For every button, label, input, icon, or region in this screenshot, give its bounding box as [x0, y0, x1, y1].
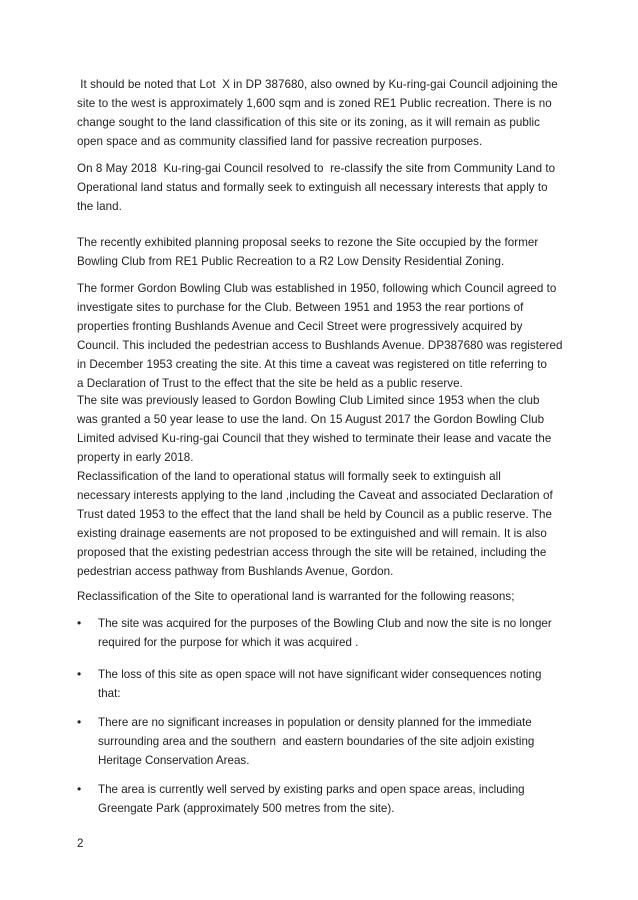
- paragraph-lot-x-note: [77, 75, 567, 151]
- text-line: Reclassification of the Site to operational land is warranted for the following reasons;: [77, 590, 515, 603]
- text-line: There are no significant increases in population or density planned for the immediate: [98, 716, 532, 729]
- paragraph-lease-history: [77, 391, 567, 467]
- text-line: that:: [98, 687, 121, 700]
- text-line: was granted a 50 year lease to use the land. On 15 August 2017 the Gordon Bowling Club: [77, 413, 545, 426]
- text-line: Limited advised Ku-ring-gai Council that they wished to terminate their lease and vacate the: [77, 432, 552, 445]
- bullet-text: [98, 780, 525, 818]
- text-line: property in early 2018.: [77, 451, 194, 464]
- text-line: Council. This included the pedestrian access to Bushlands Avenue. DP387680 was registered: [77, 339, 563, 352]
- text-line: Reclassification of the land to operational status will formally seek to extinguish all: [77, 470, 501, 483]
- text-line: The site was previously leased to Gordon Bowling Club Limited since 1953 when the club: [77, 394, 540, 407]
- paragraph-club-history: [77, 279, 567, 393]
- text-line: The site was acquired for the purposes of the Bowling Club and now the site is no longer: [98, 617, 552, 630]
- bullet-icon: •: [77, 616, 82, 630]
- text-line: open space and as community classified land for passive recreation purposes.: [77, 135, 483, 148]
- text-line: change sought to the land classification of this site or its zoning, as it will remain as public: [77, 116, 540, 129]
- text-line: Trust dated 1953 to the effect that the land shall be held by Council as a public reserve. The: [77, 508, 552, 521]
- bullet-item: [77, 780, 567, 820]
- text-line: required for the purpose for which it was acquired .: [98, 636, 359, 649]
- text-line: investigate sites to purchase for the Club. Between 1951 and 1953 the rear portions of: [77, 301, 524, 314]
- bullet-text: [98, 665, 541, 703]
- bullet-text: [98, 614, 552, 652]
- bullet-icon: •: [77, 715, 82, 729]
- text-line: the land.: [77, 200, 122, 213]
- bullet-item: [77, 713, 567, 771]
- paragraph-reclassification-effect: [77, 467, 567, 581]
- bullet-icon: •: [77, 667, 82, 681]
- text-line: necessary interests applying to the land ,including the Caveat and associated Declaration of: [77, 489, 553, 502]
- text-line: in December 1953 creating the site. At this time a caveat was registered on title referring to: [77, 358, 547, 371]
- text-line: a Declaration of Trust to the effect that the site be held as a public reserve.: [77, 377, 463, 390]
- text-line: existing drainage easements are not proposed to be extinguished and will remain. It is also: [77, 527, 547, 540]
- bullet-icon: •: [77, 782, 82, 796]
- text-line: surrounding area and the southern and eastern boundaries of the site adjoin existing: [98, 735, 535, 748]
- text-line: proposed that the existing pedestrian access through the site will be retained, including the: [77, 546, 547, 559]
- text-line: Bowling Club from RE1 Public Recreation to a R2 Low Density Residential Zoning.: [77, 255, 505, 268]
- text-line: On 8 May 2018 Ku-ring-gai Council resolved to re-classify the site from Community Land to: [77, 162, 556, 175]
- text-line: site to the west is approximately 1,600 sqm and is zoned RE1 Public recreation. There is no: [77, 97, 552, 110]
- text-line: It should be noted that Lot X in DP 387680, also owned by Ku-ring-gai Council adjoining the: [77, 78, 558, 91]
- paragraph-reasons-intro: [77, 587, 567, 606]
- text-line: properties fronting Bushlands Avenue and Cecil Street were progressively acquired by: [77, 320, 523, 333]
- text-line: Operational land status and formally seek to extinguish all necessary interests that apply to: [77, 181, 548, 194]
- text-line: The former Gordon Bowling Club was established in 1950, following which Council agreed to: [77, 282, 557, 295]
- bullet-item: [77, 614, 567, 654]
- paragraph-planning-proposal: [77, 233, 567, 271]
- text-line: The loss of this site as open space will not have significant wider consequences noting: [98, 668, 542, 681]
- paragraph-council-resolution: [77, 159, 567, 216]
- text-line: Greengate Park (approximately 500 metres from the site).: [98, 802, 395, 815]
- text-line: Heritage Conservation Areas.: [98, 754, 250, 767]
- bullet-item: [77, 665, 567, 705]
- text-line: The area is currently well served by existing parks and open space areas, including: [98, 783, 525, 796]
- bullet-text: [98, 713, 534, 770]
- text-line: pedestrian access pathway from Bushlands Avenue, Gordon.: [77, 565, 394, 578]
- page-number: 2: [77, 837, 84, 850]
- text-line: The recently exhibited planning proposal seeks to rezone the Site occupied by the former: [77, 236, 539, 249]
